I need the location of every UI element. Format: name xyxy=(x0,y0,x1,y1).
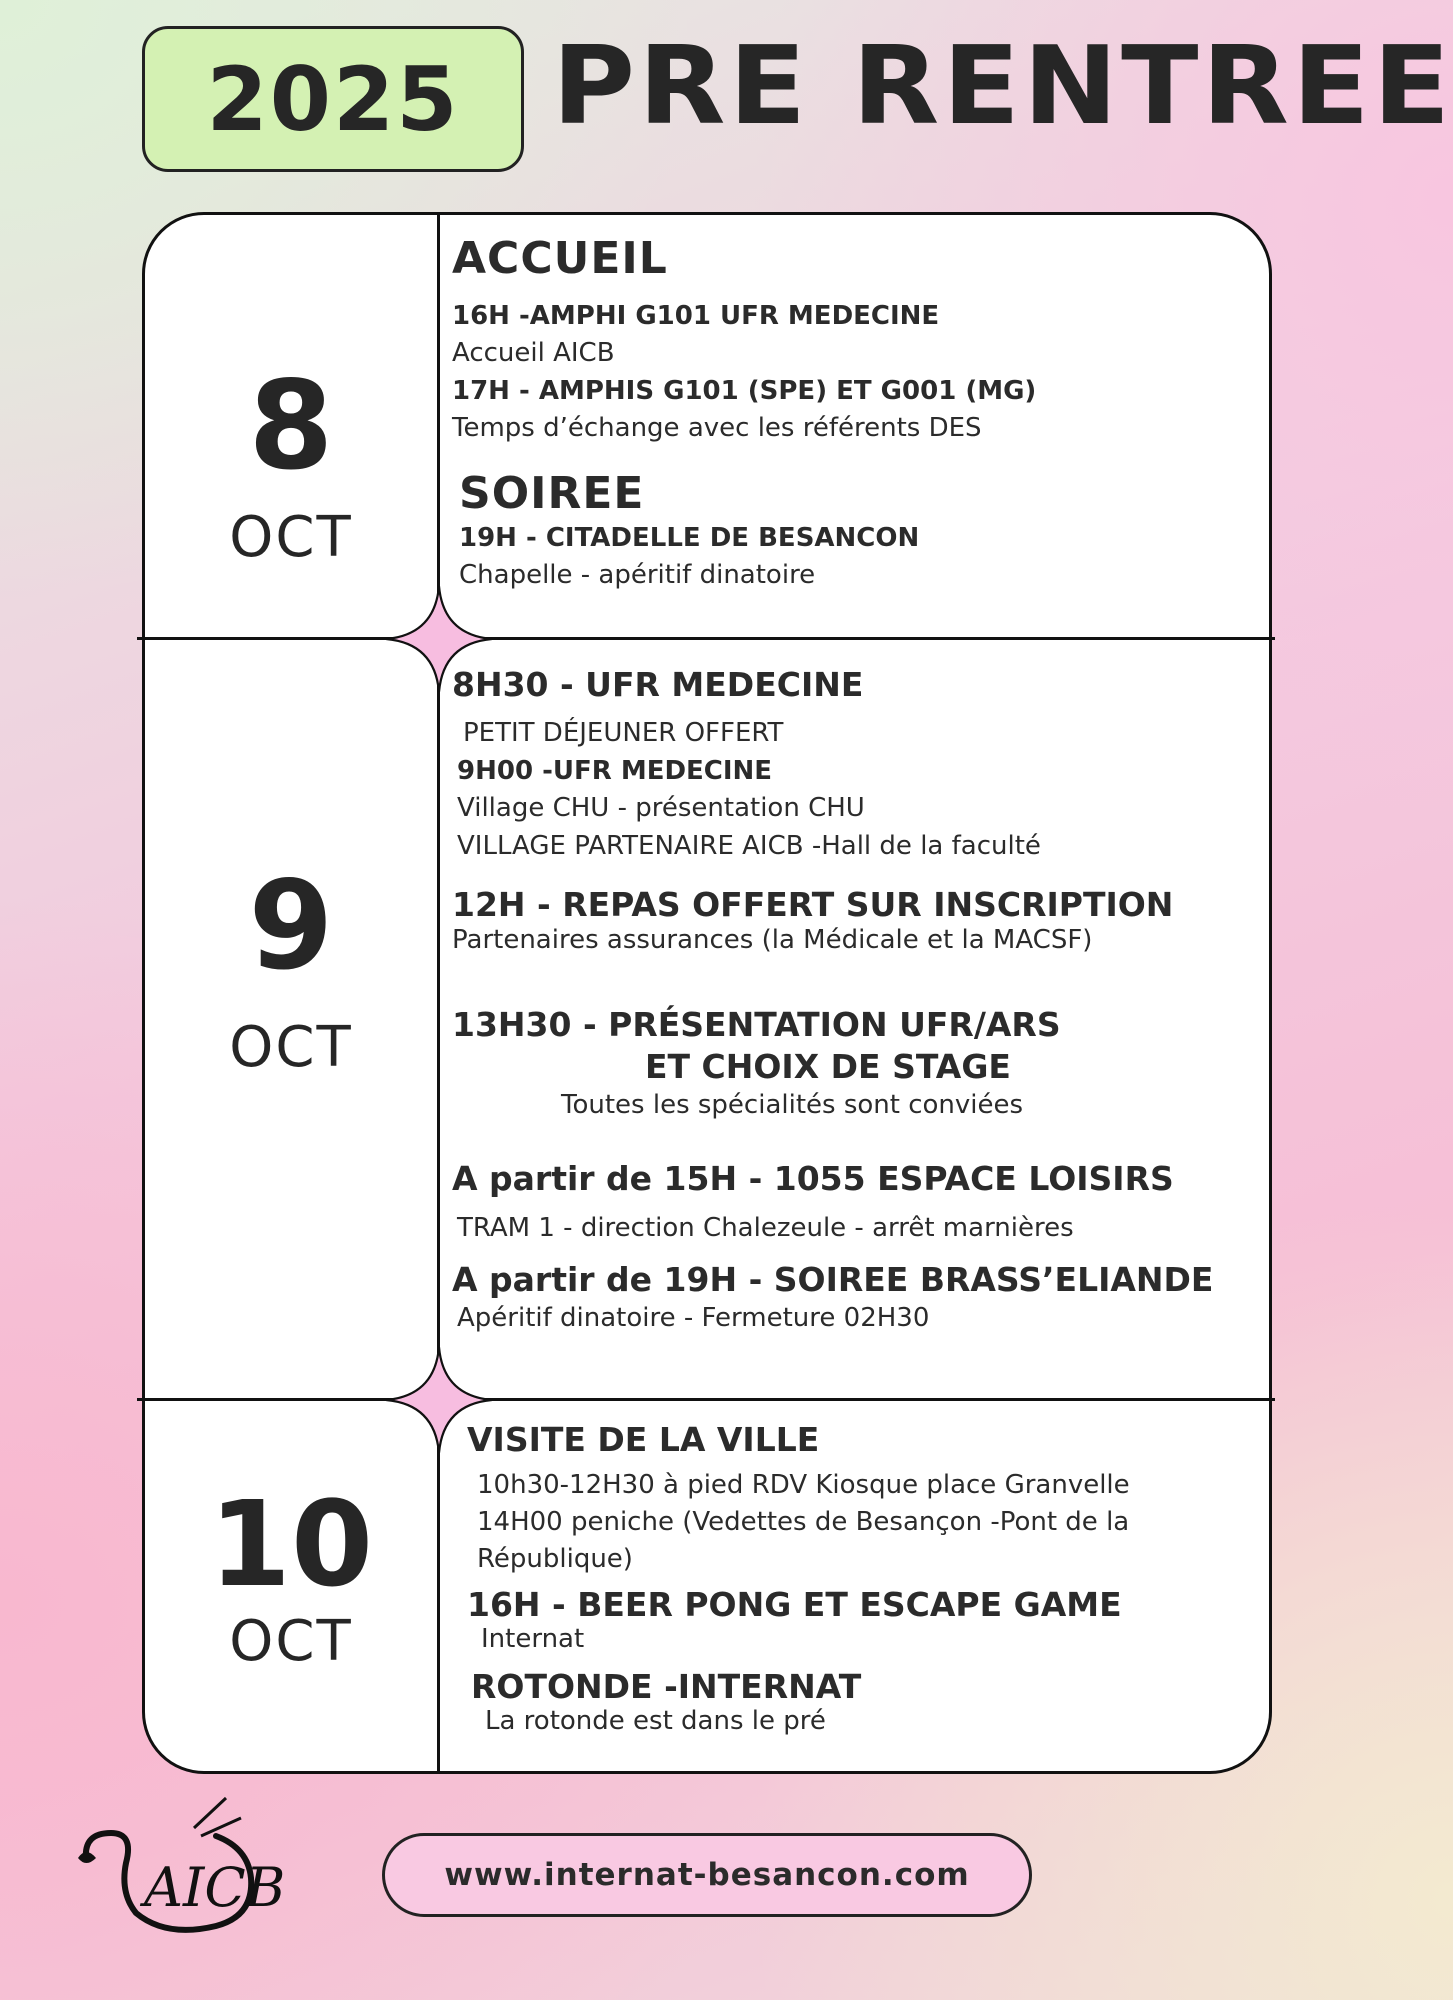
event-desc: VILLAGE PARTENAIRE AICB -Hall de la faculté xyxy=(457,831,1041,861)
event-time: 16H - BEER PONG ET ESCAPE GAME xyxy=(467,1585,1122,1624)
event-desc: Internat xyxy=(481,1624,585,1654)
event-time: 13H30 - PRÉSENTATION UFR/ARS xyxy=(452,1005,1061,1044)
website-url[interactable]: www.internat-besancon.com xyxy=(444,1857,970,1893)
day-month: OCT xyxy=(229,505,353,570)
event-time: 12H - REPAS OFFERT SUR INSCRIPTION xyxy=(452,885,1174,924)
event-desc: 10h30-12H30 à pied RDV Kiosque place Granvelle xyxy=(477,1470,1130,1500)
day-9 xyxy=(145,855,437,1080)
event-desc: République) xyxy=(477,1544,633,1574)
event-desc: Apéritif dinatoire - Fermeture 02H30 xyxy=(457,1303,930,1333)
event-time: ET CHOIX DE STAGE xyxy=(645,1047,1011,1086)
event-desc: Toutes les spécialités sont conviées xyxy=(561,1090,1024,1120)
event-desc: 14H00 peniche (Vedettes de Besançon -Pont de la xyxy=(477,1507,1130,1537)
website-link[interactable] xyxy=(382,1833,1032,1917)
section-heading: ACCUEIL xyxy=(452,233,668,284)
logo-text: AICB xyxy=(144,1856,286,1919)
day-month: OCT xyxy=(229,1015,353,1080)
event-time: 8H30 - UFR MEDECINE xyxy=(452,665,864,704)
event-time: 17H - AMPHIS G101 (SPE) ET G001 (MG) xyxy=(452,376,1037,406)
event-time: 16H -AMPHI G101 UFR MEDECINE xyxy=(452,301,940,331)
aicb-logo xyxy=(76,1788,286,1938)
year-label: 2025 xyxy=(206,47,460,151)
row-divider-2 xyxy=(137,1398,1275,1401)
event-desc: Accueil AICB xyxy=(452,338,615,368)
page-title: PRE RENTREE xyxy=(552,24,1453,149)
day-number: 10 xyxy=(208,1475,374,1613)
event-time: 19H - CITADELLE DE BESANCON xyxy=(459,523,920,553)
day-10 xyxy=(145,1475,437,1674)
event-desc: Partenaires assurances (la Médicale et la MACSF) xyxy=(452,925,1093,955)
schedule-card xyxy=(142,212,1272,1774)
event-desc: TRAM 1 - direction Chalezeule - arrêt marnières xyxy=(457,1213,1074,1243)
day-number: 9 xyxy=(248,855,334,997)
day-number: 8 xyxy=(248,355,334,497)
column-divider xyxy=(437,215,440,1771)
event-time: ROTONDE -INTERNAT xyxy=(471,1667,862,1706)
event-desc: La rotonde est dans le pré xyxy=(485,1706,826,1736)
day-month: OCT xyxy=(229,1609,353,1674)
event-desc: Chapelle - apéritif dinatoire xyxy=(459,560,816,590)
section-heading: SOIREE xyxy=(459,468,645,519)
year-badge xyxy=(142,26,524,172)
event-time: 9H00 -UFR MEDECINE xyxy=(457,756,773,786)
event-time: A partir de 19H - SOIREE BRASS’ELIANDE xyxy=(452,1260,1214,1299)
event-desc: Village CHU - présentation CHU xyxy=(457,793,865,823)
event-time: A partir de 15H - 1055 ESPACE LOISIRS xyxy=(452,1159,1174,1198)
day-8 xyxy=(145,355,437,570)
section-heading: VISITE DE LA VILLE xyxy=(467,1420,820,1459)
event-desc: Temps d’échange avec les référents DES xyxy=(452,413,982,443)
row-divider-1 xyxy=(137,637,1275,640)
event-desc: PETIT DÉJEUNER OFFERT xyxy=(463,718,784,748)
